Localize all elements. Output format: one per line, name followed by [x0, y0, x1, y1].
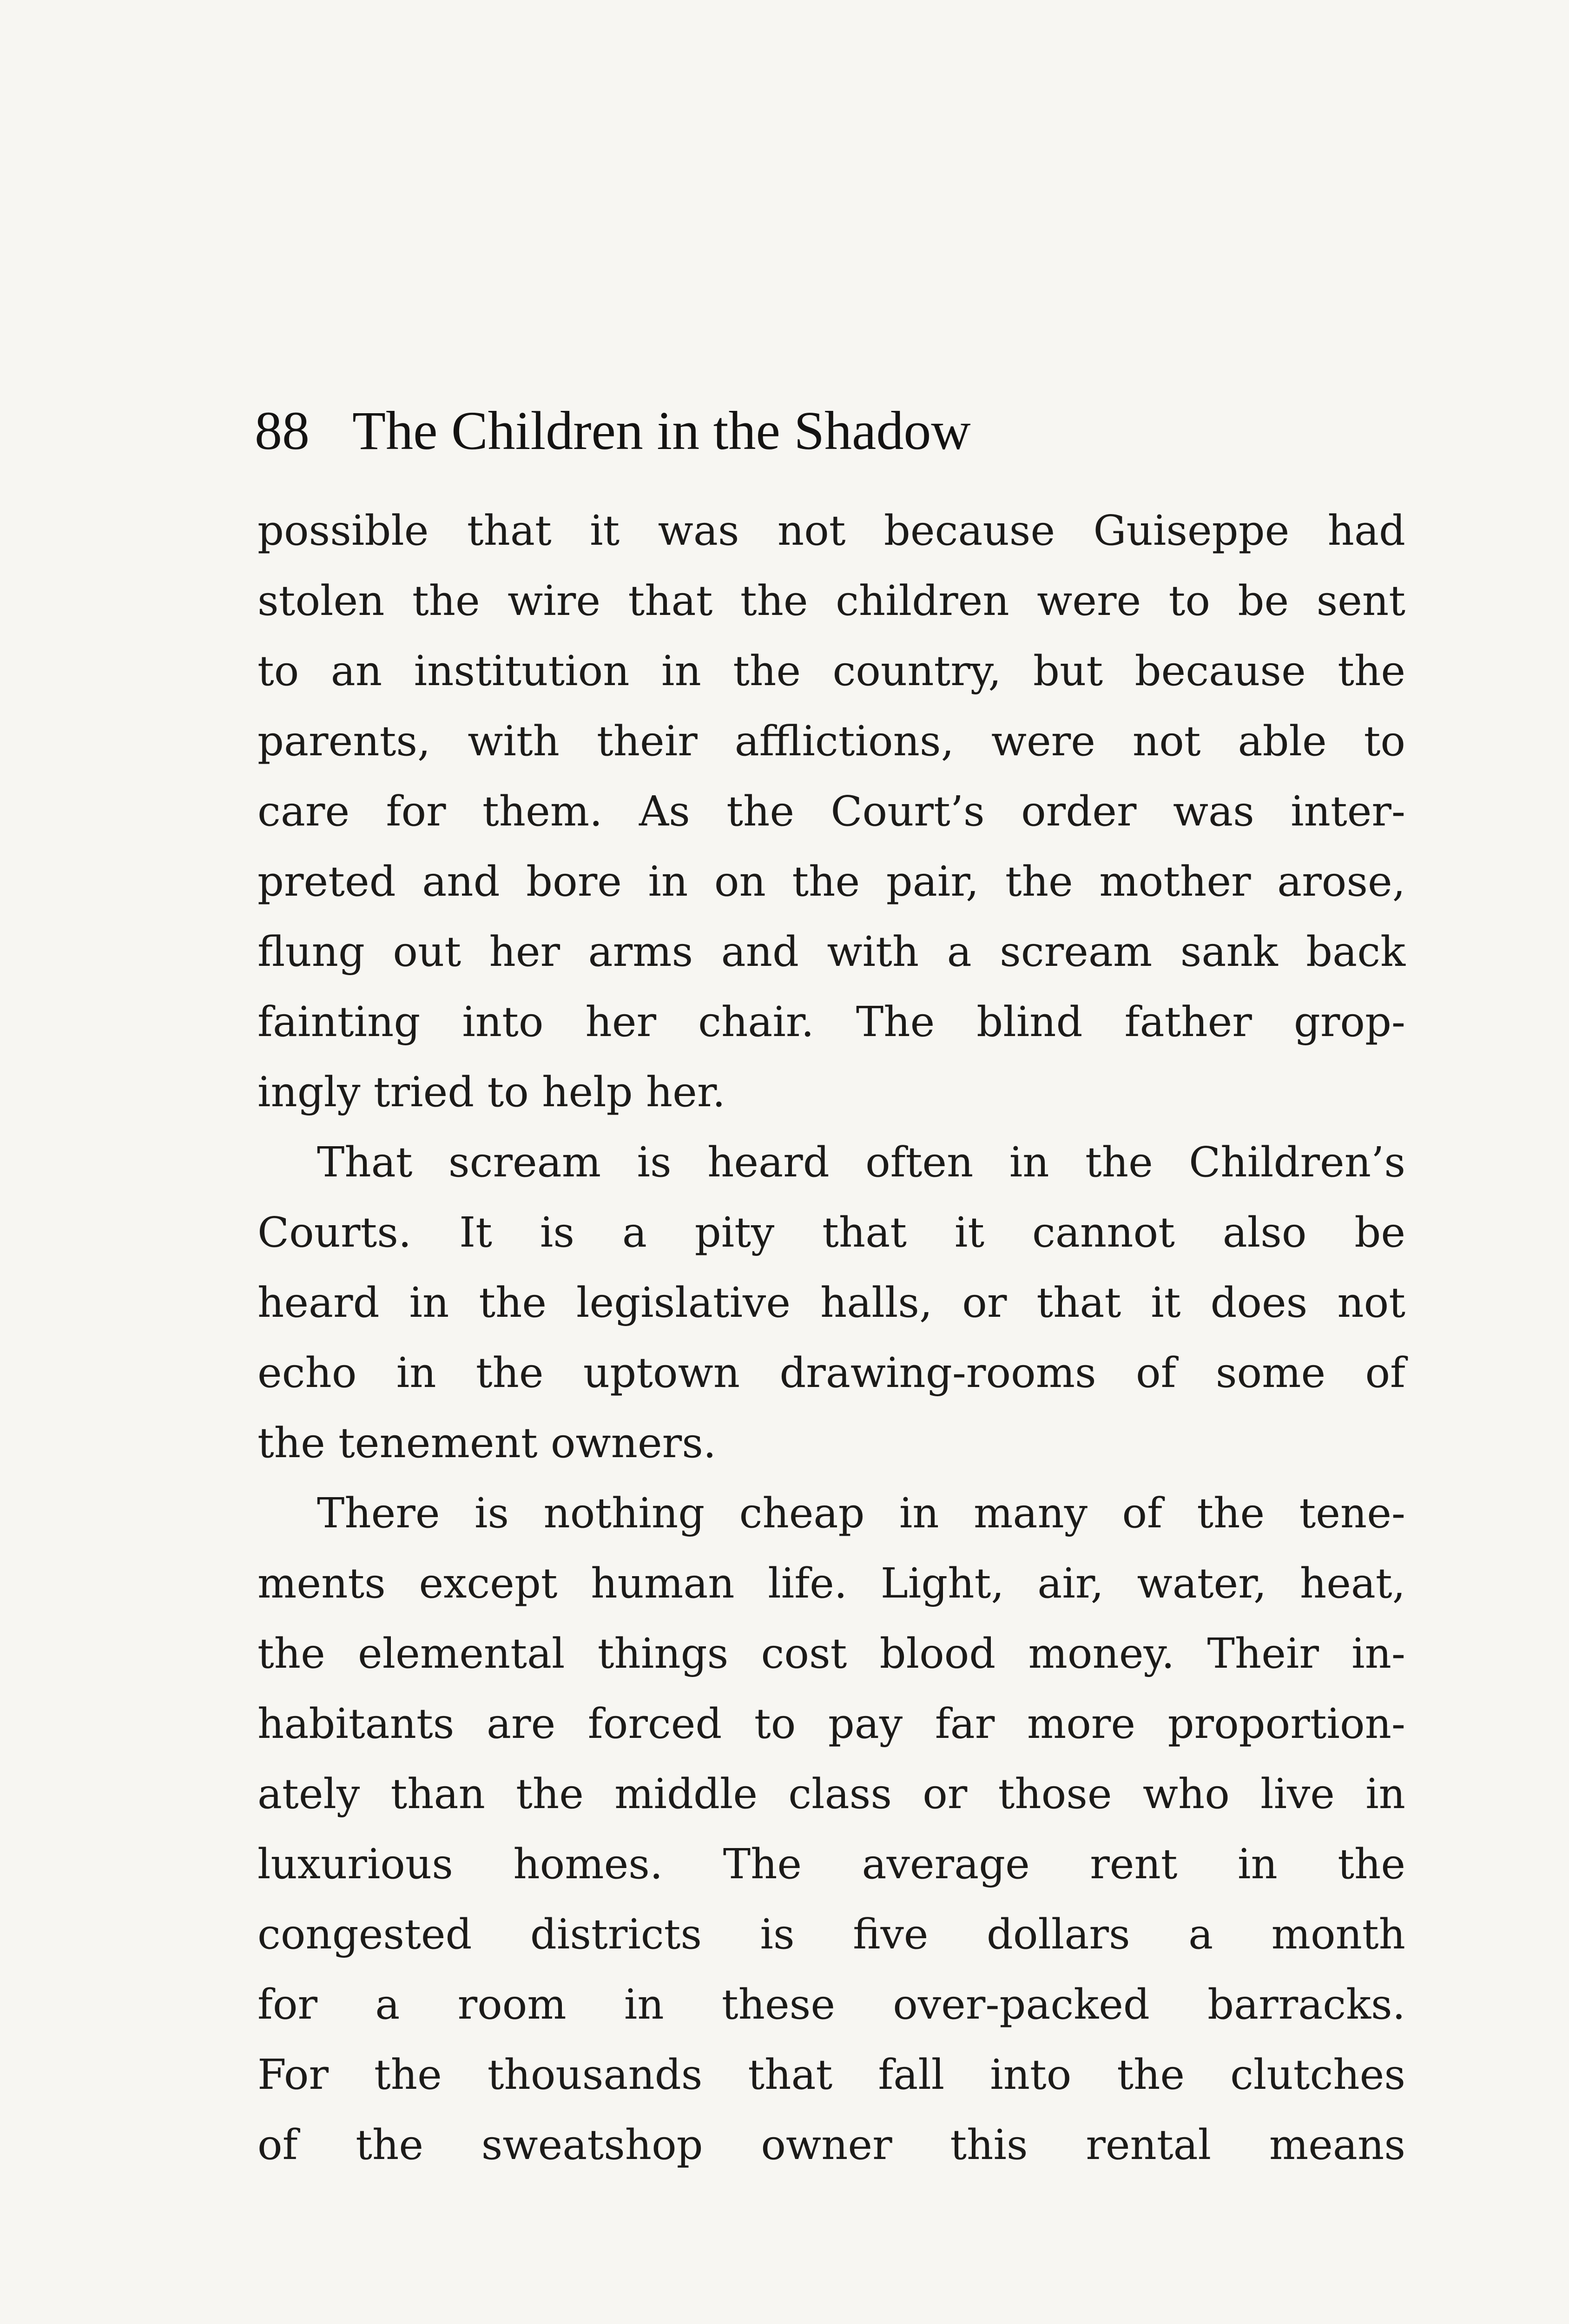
text-line: to an institution in the country, but because the — [257, 647, 1405, 695]
text-line: echo in the uptown drawing-rooms of some of — [257, 1348, 1405, 1397]
text-line: congested districts is five dollars a month — [257, 1910, 1405, 1958]
text-line: ments except human life. Light, air, water, heat, — [257, 1559, 1405, 1607]
paragraph-2 — [257, 1127, 1405, 1478]
text-line: the elemental things cost blood money. Their in- — [257, 1629, 1405, 1677]
running-head — [255, 396, 1231, 466]
text-line: fainting into her chair. The blind father grop- — [257, 997, 1405, 1046]
text-line: flung out her arms and with a scream sank back — [257, 927, 1405, 976]
text-line: ately than the middle class or those who live in — [257, 1769, 1405, 1818]
text-line: luxurious homes. The average rent in the — [257, 1840, 1405, 1888]
text-line: There is nothing cheap in many of the tene- — [317, 1489, 1405, 1537]
text-line: preted and bore in on the pair, the mother arose, — [257, 857, 1405, 905]
text-line: the tenement owners. — [257, 1419, 717, 1467]
text-line: of the sweatshop owner this rental means — [257, 2120, 1405, 2169]
text-line: habitants are forced to pay far more proportion- — [257, 1699, 1405, 1748]
text-line: care for them. As the Court’s order was inter- — [257, 787, 1405, 835]
body-text — [257, 495, 1405, 2180]
text-line: for a room in these over-packed barracks. — [257, 1980, 1405, 2028]
paragraph-3 — [257, 1478, 1405, 2180]
text-line: Courts. It is a pity that it cannot also be — [257, 1208, 1405, 1256]
text-line: stolen the wire that the children were to be sent — [257, 576, 1405, 625]
text-line: For the thousands that fall into the clutches — [257, 2050, 1405, 2099]
text-line: ingly tried to help her. — [257, 1068, 725, 1116]
text-line: That scream is heard often in the Children’s — [317, 1138, 1405, 1186]
text-line: heard in the legislative halls, or that it does not — [257, 1278, 1405, 1327]
paragraph-1 — [257, 495, 1405, 1127]
text-line: parents, with their afflictions, were not able to — [257, 717, 1405, 765]
text-line: possible that it was not because Guiseppe had — [257, 506, 1405, 555]
page-number: 88 — [255, 400, 310, 461]
running-title: The Children in the Shadow — [352, 400, 971, 461]
